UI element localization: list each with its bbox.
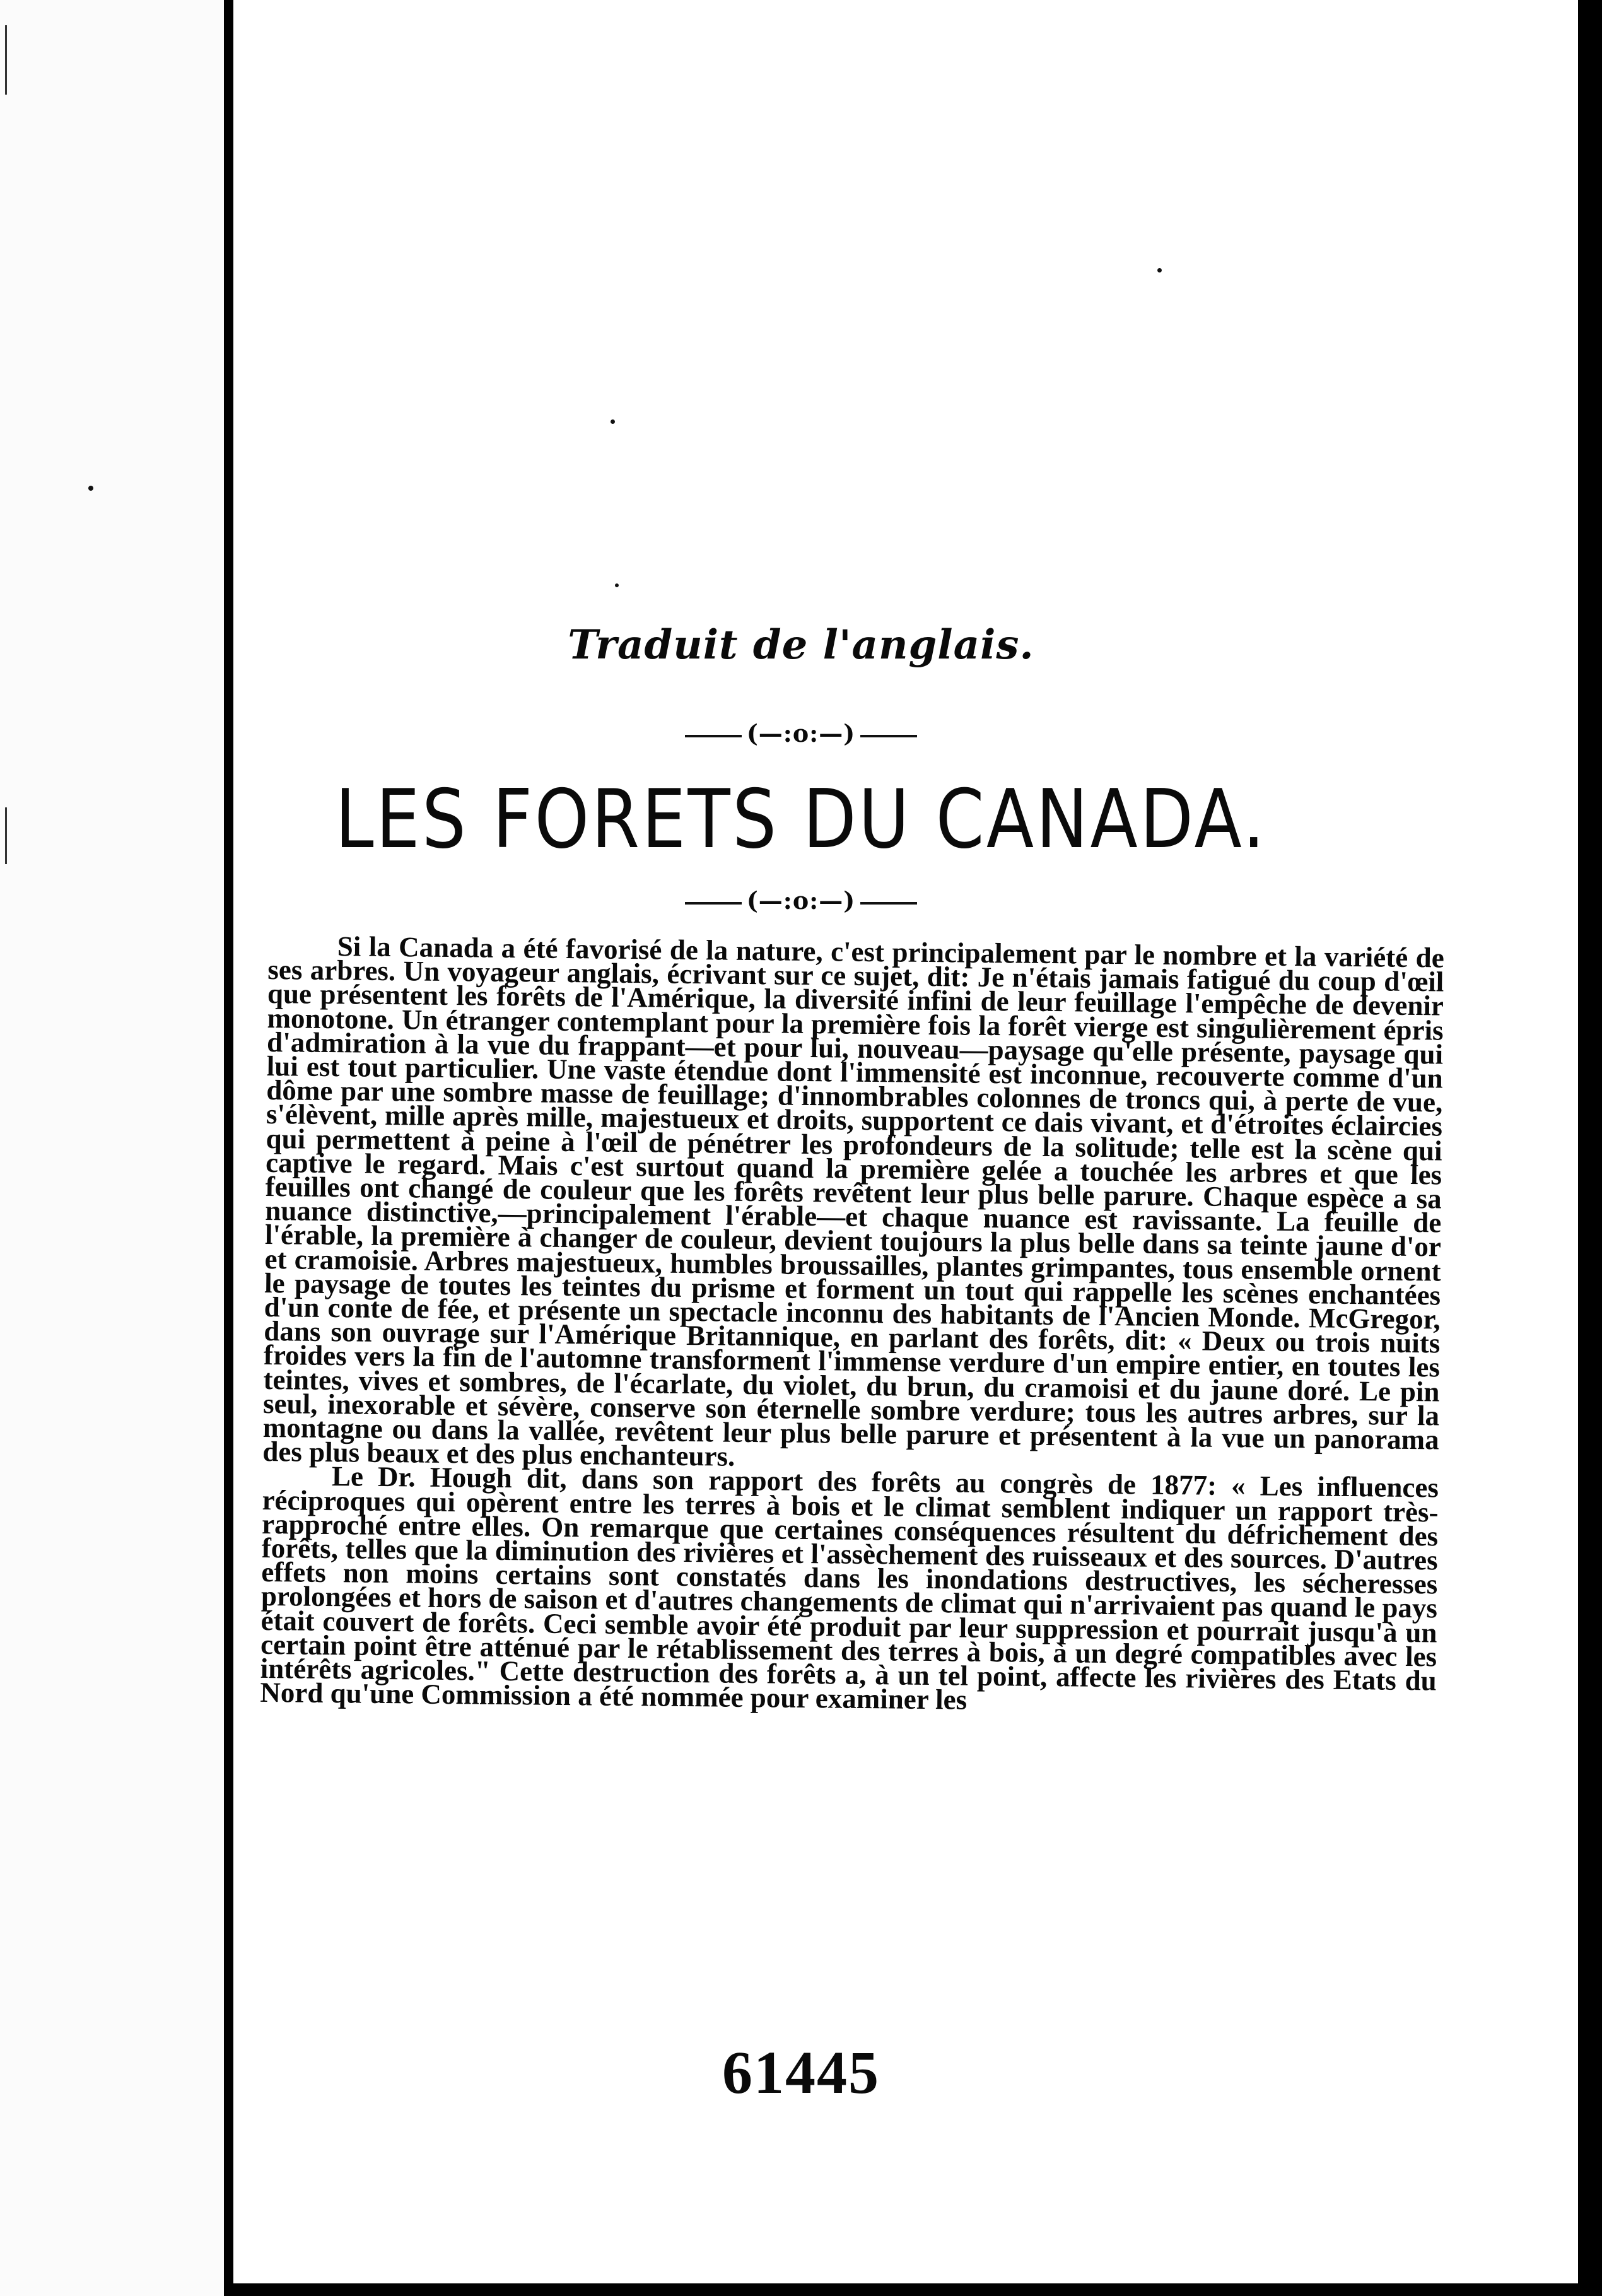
scan-edge-mark xyxy=(5,25,7,95)
scan-border-bottom xyxy=(224,2283,1602,2296)
paragraph: Si la Canada a été favorisé de la nature, c'est principalement par le nombre et la variété de ses arbres. Un voyageur anglais, écrivant sur ce sujet, dit: Je n'étais jamais fatigué du coup d'œil que présentent les forêts de l'Amérique, la diversité infini de leur feuillage l'empêche de devenir monotone. Un étranger contemplant pour la première fois la forêt vierge est singulièrement épris d'admiration à la vue du frappant—et pour lui, nouveau—paysage qu'elle présente, paysage qui lui est tout particulier. Une vaste étendue dont l'immensité est inconnue, recouverte comme d'un dôme par une sombre masse de feuillage; d'innombrables colonnes de troncs qui, à perte de vue, s'élèvent, mille après mille, majestueux et droits, supportent ce dais vivant, et d'étroites éclaircies qui permettent à peine à l'œil de pénétrer les profondeurs de la solitude; telle est la scène qui captive le regard. Mais c'est surtout quand la première gelée a touchée les arbres et que les feuilles ont changé de couleur que les forêts revêtent leur plus belle parure. Chaque espèce a sa nuance distinctive,—principalement l'érable—et chaque nuance est ravissante. La feuille de l'érable, la première à changer de couleur, devient toujours la plus belle dans sa teinte jaune d'or et cramoisie. Arbres majestueux, humbles broussailles, plantes grimpantes, tous ensemble ornent le paysage de toutes les teintes du prisme et forment un tout qui rappelle les scènes enchantées d'un conte de fée, et présente un spectacle inconnu des habitants de l'Ancien Monde. McGregor, dans son ouvrage sur l'Amérique Britannique, en parlant des forêts, dit: « Deux ou trois nuits froides vers la fin de l'automne transforment l'immense verdure d'un empire entier, en toutes les teintes, vives et sombres, de l'écarlate, du violet, du brun, du cramoisi et du jaune doré. Le pin seul, inexorable et sévère, conserve son éternelle sombre verdure; tous les autres arbres, sur la montagne ou dans la vallée, revêtent leur plus belle parure et présentent à la vue un panorama des plus beaux et des plus enchanteurs. xyxy=(262,930,1444,1473)
ornament-rule xyxy=(860,735,917,737)
ornament-rule xyxy=(860,902,917,905)
page-title: LES FORETS DU CANADA. xyxy=(335,773,1267,867)
scan-edge-mark xyxy=(5,807,7,864)
ornament-glyph: (—:o:—) xyxy=(746,719,856,747)
ornament-glyph: (—:o:—) xyxy=(746,886,856,915)
catalog-number: 61445 xyxy=(722,2039,880,2106)
scan-speck xyxy=(615,583,619,587)
ornament-rule xyxy=(685,735,742,737)
scan-border-left xyxy=(224,0,233,2296)
scan-margin-left xyxy=(0,0,224,2296)
article-body xyxy=(260,930,1444,1717)
page-subtitle: Traduit de l'anglais. xyxy=(568,621,1034,669)
ornament-divider-bottom xyxy=(0,886,1602,915)
scan-border-right xyxy=(1578,0,1602,2296)
ornament-rule xyxy=(685,902,742,905)
scan-speck xyxy=(88,486,93,491)
paragraph: Le Dr. Hough dit, dans son rapport des forêts au congrès de 1877: « Les influences réciproques qui opèrent entre les terres à bois et le climat semblent indiquer un rapport très-rapproché entre elles. On remarque que certaines conséquences résultent du défrichement des forêts, telles que la diminution des rivières et l'assèchement des ruisseaux et des sources. D'autres effets non moins certains sont constatés dans les inondations destructives, les sécheresses prolongées et hors de saison et d'autres changements de climat qui n'arrivaient pas quand le pays était couvert de forêts. Ceci semble avoir été produit par leur suppression et pourrait jusqu'à un certain point être atténué par le rétablissement des terres à bois, à un degré compatibles avec les intérêts agricoles." Cette destruction des forêts a, à un tel point, affecte les rivières des Etats du Nord qu'une Commission a été nommée pour examiner les xyxy=(260,1460,1439,1716)
scan-speck xyxy=(1157,268,1162,272)
ornament-divider-top xyxy=(0,719,1602,747)
scan-speck xyxy=(611,419,615,424)
